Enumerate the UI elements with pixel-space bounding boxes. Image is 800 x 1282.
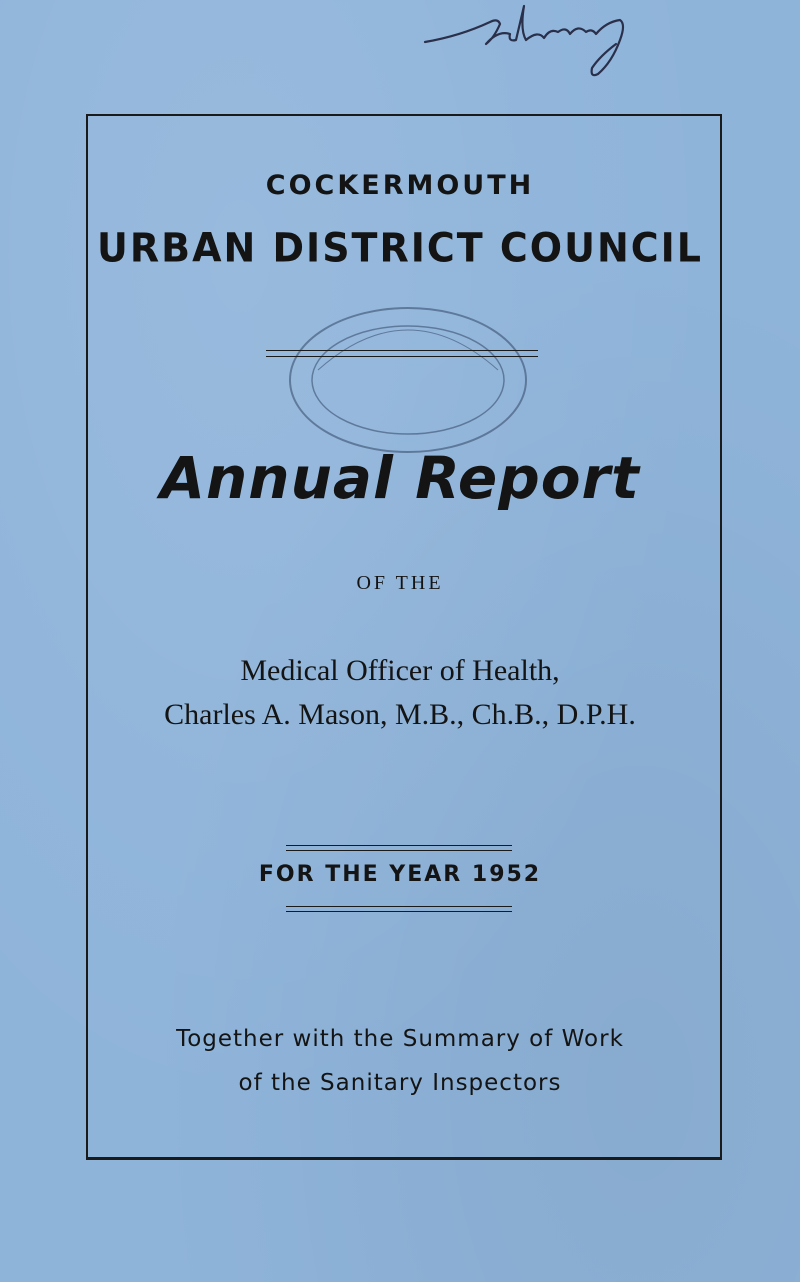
handwritten-library-note xyxy=(420,0,650,80)
decorative-double-rule xyxy=(286,906,512,912)
town-name: COCKERMOUTH xyxy=(265,170,535,201)
officer-role: Medical Officer of Health, xyxy=(240,654,560,687)
subtitle-line-1: Together with the Summary of Work xyxy=(176,1026,624,1052)
decorative-double-rule xyxy=(286,845,512,851)
report-year: FOR THE YEAR 1952 xyxy=(258,862,542,887)
of-the-label: OF THE xyxy=(356,572,444,594)
council-name: URBAN DISTRICT COUNCIL xyxy=(96,224,704,272)
subtitle-line-2: of the Sanitary Inspectors xyxy=(238,1070,562,1096)
officer-name: Charles A. Mason, M.B., Ch.B., D.P.H. xyxy=(164,698,636,731)
decorative-double-rule xyxy=(266,350,538,357)
report-heading: Annual Report xyxy=(160,444,640,512)
